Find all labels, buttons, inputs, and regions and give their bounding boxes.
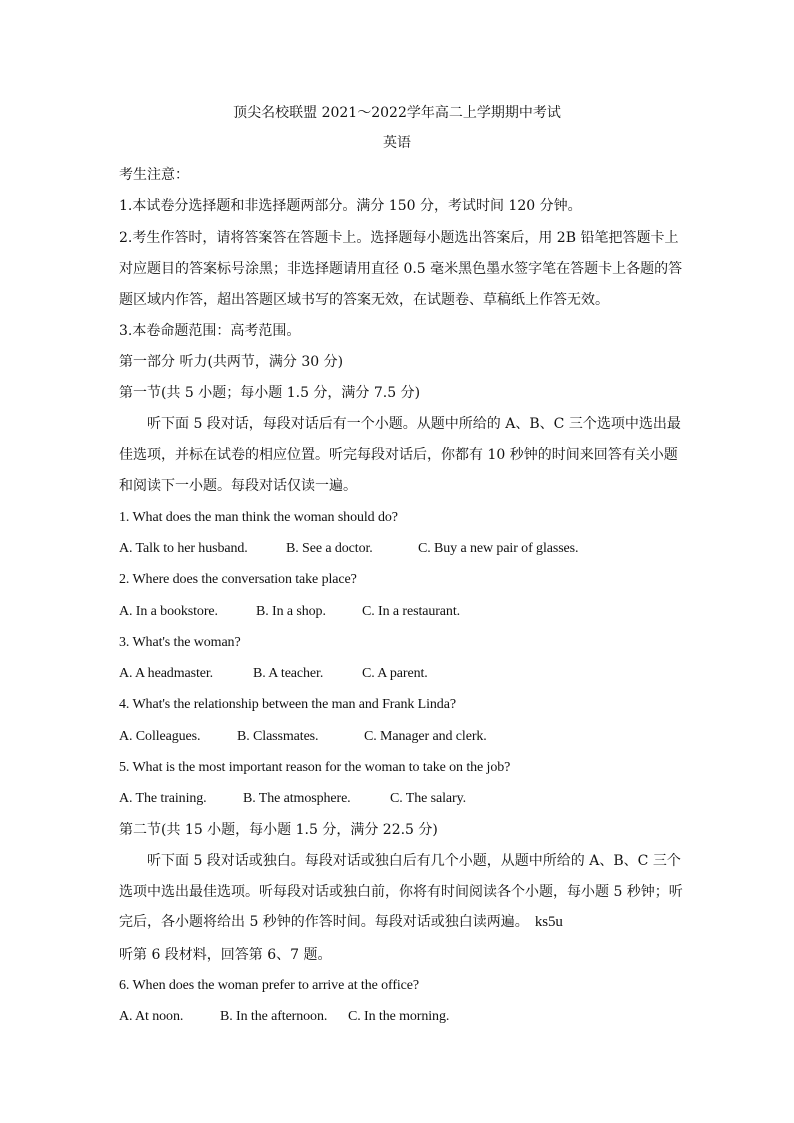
question-6-options — [119, 1008, 449, 1026]
option-c: C. Manager and clerk. — [364, 729, 487, 744]
option-b: B. In the afternoon. — [220, 1009, 328, 1024]
section2-instructions-line-3 — [119, 913, 563, 931]
question-6: 6. When does the woman prefer to arrive at the office? — [119, 978, 420, 993]
option-a: A. At noon. — [119, 1009, 184, 1024]
question-3: 3. What's the woman? — [119, 635, 241, 650]
section2-instructions-line-1: 听下面 5 段对话或独白。每段对话或独白后有几个小题，从题中所给的 A、B、C 三个 — [147, 853, 681, 869]
option-a: A. A headmaster. — [119, 666, 214, 681]
option-b: B. Classmates. — [237, 729, 319, 744]
option-a: A. The training. — [119, 791, 207, 806]
section1-heading: 第一节(共 5 小题；每小题 1.5 分，满分 7.5 分) — [119, 385, 421, 401]
question-2: 2. Where does the conversation take place? — [119, 572, 357, 587]
notice-item-2-line-3: 题区域内作答，超出答题区域书写的答案无效，在试题卷、草稿纸上作答无效。 — [119, 292, 609, 308]
question-2-options — [119, 603, 460, 621]
notice-item-3: 3.本卷命题范围：高考范围。 — [119, 323, 301, 339]
option-c: C. In the morning. — [348, 1009, 450, 1024]
notice-item-2-line-1: 2.考生作答时，请将答案答在答题卡上。选择题每小题选出答案后，用 2B 铅笔把答题卡上 — [119, 230, 679, 246]
option-c: C. Buy a new pair of glasses. — [418, 541, 579, 556]
section2-heading: 第二节(共 15 小题，每小题 1.5 分，满分 22.5 分) — [119, 822, 438, 838]
ks5u-watermark: ks5u — [534, 914, 563, 930]
material-6-prompt: 听第 6 段材料，回答第 6、7 题。 — [119, 947, 332, 963]
notice-heading: 考生注意： — [119, 167, 189, 183]
notice-item-1: 1.本试卷分选择题和非选择题两部分。满分 150 分，考试时间 120 分钟。 — [119, 198, 582, 214]
question-3-options — [119, 665, 428, 683]
subject-title: 英语 — [383, 135, 411, 151]
question-1-options — [119, 540, 578, 558]
option-b: B. In a shop. — [256, 604, 326, 619]
section1-instructions-line-3: 和阅读下一小题。每段对话仅读一遍。 — [119, 478, 357, 494]
section2-instructions-text: 完后，各小题将给出 5 秒钟的作答时间。每段对话或独白读两遍。 — [119, 914, 529, 930]
option-c: C. The salary. — [390, 791, 466, 806]
option-a: A. Colleagues. — [119, 729, 201, 744]
exam-title: 顶尖名校联盟 2021～2022学年高二上学期期中考试 — [233, 105, 561, 121]
option-b: B. A teacher. — [253, 666, 324, 681]
notice-item-2-line-2: 对应题目的答案标号涂黑；非选择题请用直径 0.5 毫米黑色墨水签字笔在答题卡上各题的答 — [119, 261, 683, 277]
question-5: 5. What is the most important reason for the woman to take on the job? — [119, 760, 511, 775]
option-c: C. A parent. — [362, 666, 428, 681]
question-1: 1. What does the man think the woman should do? — [119, 510, 398, 525]
section1-instructions-line-2: 佳选项，并标在试卷的相应位置。听完每段对话后，你都有 10 秒钟的时间来回答有关小题 — [119, 447, 678, 463]
question-5-options — [119, 790, 466, 808]
section1-instructions-line-1: 听下面 5 段对话，每段对话后有一个小题。从题中所给的 A、B、C 三个选项中选出最 — [147, 416, 681, 432]
option-a: A. In a bookstore. — [119, 604, 218, 619]
option-c: C. In a restaurant. — [362, 604, 461, 619]
question-4: 4. What's the relationship between the man and Frank Linda? — [119, 697, 456, 712]
question-4-options — [119, 728, 487, 746]
option-a: A. Talk to her husband. — [119, 541, 248, 556]
option-b: B. See a doctor. — [286, 541, 373, 556]
section2-instructions-line-2: 选项中选出最佳选项。听每段对话或独白前，你将有时间阅读各个小题，每小题 5 秒钟；听 — [119, 884, 683, 900]
part1-heading: 第一部分 听力(共两节，满分 30 分) — [119, 354, 344, 370]
option-b: B. The atmosphere. — [243, 791, 351, 806]
